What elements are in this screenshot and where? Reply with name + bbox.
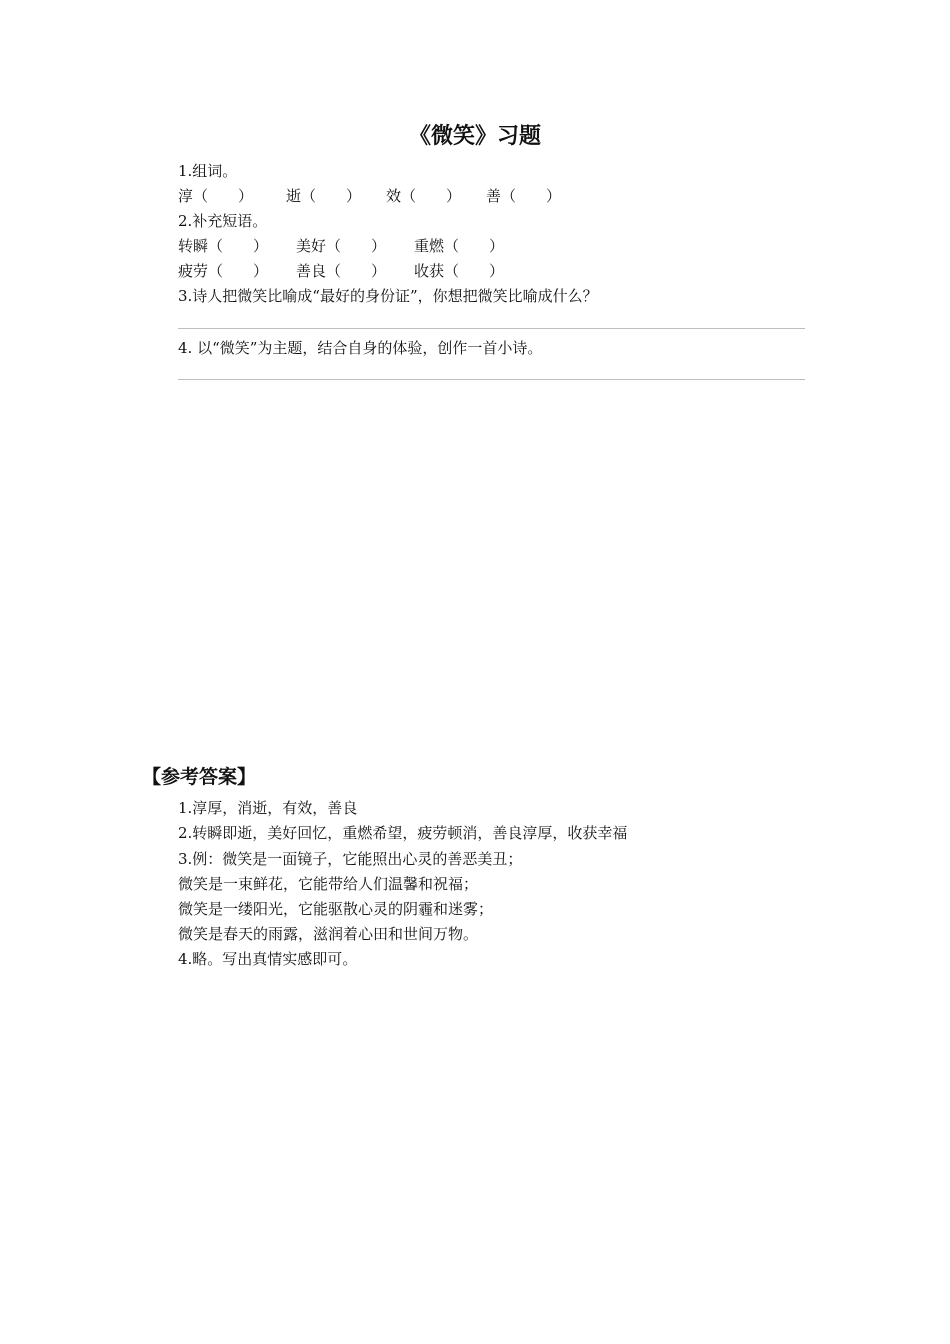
- answer-line-q3: [178, 328, 805, 329]
- answer-line: 2.转瞬即逝，美好回忆，重燃希望，疲劳顿消，善良淳厚，收获幸福: [178, 824, 628, 842]
- answer-line: 1.淳厚，消逝，有效，善良: [178, 799, 358, 817]
- phrase-item: 美好（ ）: [296, 237, 387, 255]
- answer-line: 微笑是一缕阳光，它能驱散心灵的阴霾和迷雾；: [178, 900, 494, 918]
- answers-heading: 【参考答案】: [142, 766, 257, 788]
- phrase-item: 疲劳（ ）: [178, 262, 269, 280]
- question-1-items: [178, 185, 561, 207]
- question-4-prompt: 4. 以“微笑”为主题，结合自身的体验，创作一首小诗。: [178, 339, 543, 357]
- phrase-item: 收获（ ）: [414, 262, 505, 280]
- answer-line: 微笑是一束鲜花，它能带给人们温馨和祝福；: [178, 875, 479, 893]
- phrase-item: 转瞬（ ）: [178, 237, 269, 255]
- question-1-prompt: 1.组词。: [178, 162, 238, 180]
- question-2-row-1: [178, 235, 504, 257]
- phrase-item: 重燃（ ）: [414, 237, 505, 255]
- answer-line-q4: [178, 379, 805, 380]
- answer-line: 微笑是春天的雨露，滋润着心田和世间万物。: [178, 925, 479, 943]
- answer-line: 4.略。写出真情实感即可。: [178, 950, 358, 968]
- phrase-item: 善良（ ）: [296, 262, 387, 280]
- question-2-prompt: 2.补充短语。: [178, 212, 268, 230]
- question-3-prompt: 3.诗人把微笑比喻成“最好的身份证”，你想把微笑比喻成什么？: [178, 287, 598, 305]
- word-item: 逝（ ）: [286, 187, 362, 205]
- answer-line: 3.例：微笑是一面镜子，它能照出心灵的善恶美丑；: [178, 850, 523, 868]
- word-item: 淳（ ）: [178, 187, 254, 205]
- word-item: 善（ ）: [486, 187, 562, 205]
- question-2-row-2: [178, 260, 504, 282]
- word-item: 效（ ）: [386, 187, 462, 205]
- page-title: 《微笑》习题: [408, 124, 541, 149]
